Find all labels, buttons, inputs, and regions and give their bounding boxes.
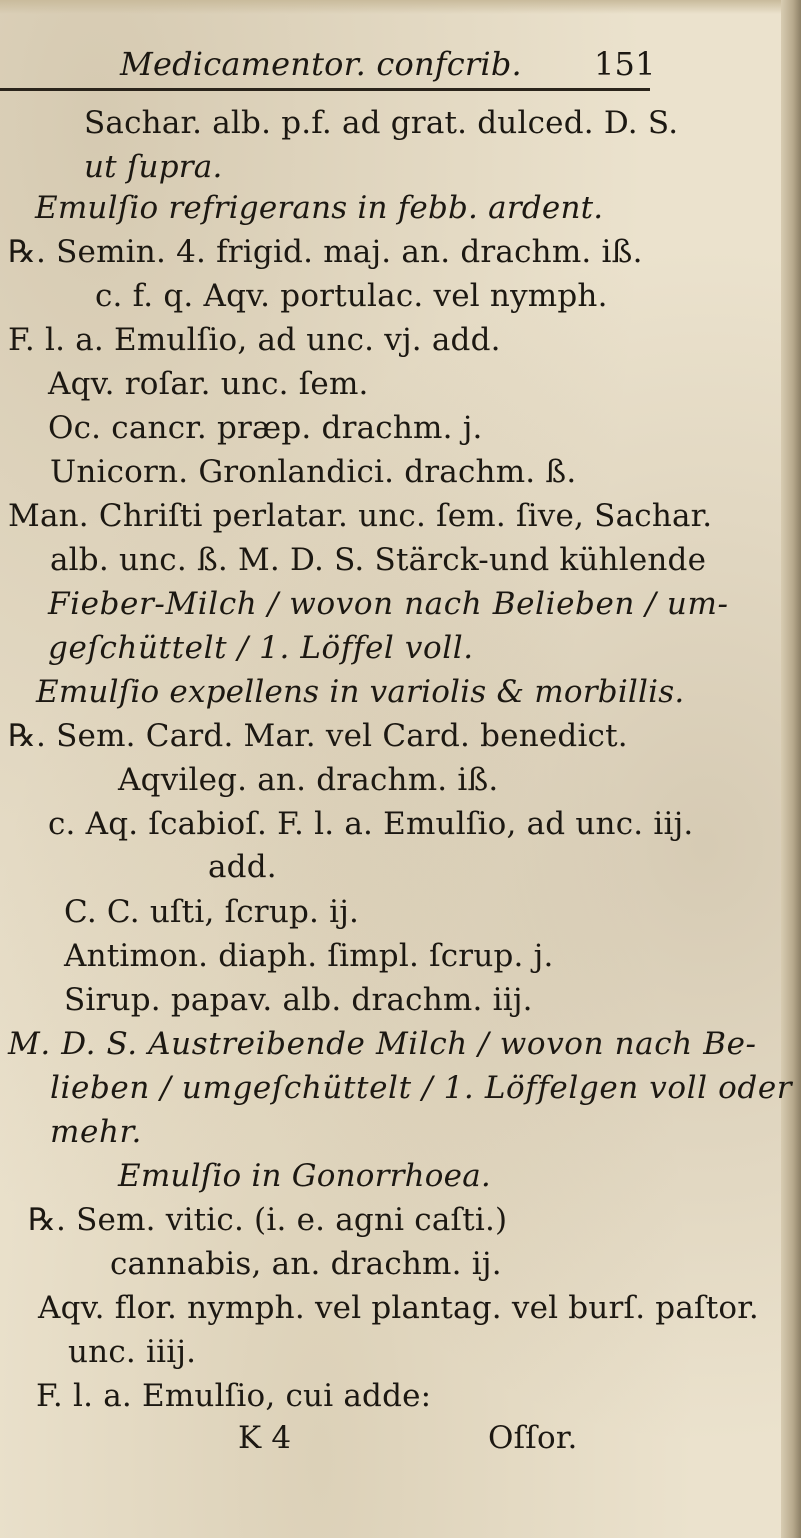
recipe-heading-3: Emulſio in Gonorrhoea. <box>118 1158 491 1194</box>
text-line-2: ut ſupra. <box>84 149 223 185</box>
text-line-19: C. C. uſti, ſcrup. ij. <box>64 894 360 930</box>
text-line-16: Aqvileg. an. drachm. iß. <box>118 762 499 798</box>
recipe-heading-1: Emulſio refrigerans in febb. ardent. <box>35 190 604 226</box>
text-line-10: Man. Chriſti perlatar. unc. ſem. ſive, Sachar. <box>8 498 713 534</box>
text-line-4: ℞. Semin. 4. frigid. maj. an. drachm. iß. <box>8 234 643 270</box>
text-line-28: Aqv. flor. nymph. vel plantag. vel burſ. paſtor. <box>38 1290 759 1326</box>
text-line-20: Antimon. diaph. ſimpl. ſcrup. j. <box>64 938 554 974</box>
running-title: Medicamentor. confcrib. <box>120 45 522 83</box>
text-line-22: M. D. S. Austreibende Milch / wovon nach Be- <box>8 1026 757 1062</box>
text-line-11: alb. unc. ß. M. D. S. Stärck-und kühlende <box>50 542 707 578</box>
text-line-18: add. <box>208 849 277 885</box>
text-line-26: ℞. Sem. vitic. (i. e. agni caſti.) <box>28 1202 508 1238</box>
text-line-15: ℞. Sem. Card. Mar. vel Card. benedict. <box>8 718 628 754</box>
text-line-8: Oc. cancr. præp. drachm. j. <box>48 410 483 446</box>
catchword: Oſſor. <box>488 1420 578 1456</box>
text-line-7: Aqv. roſar. unc. ſem. <box>48 366 369 402</box>
recipe-heading-2: Emulſio expellens in variolis & morbillis. <box>36 674 685 710</box>
text-line-17: c. Aq. ſcabioſ. F. l. a. Emulſio, ad unc. iij. <box>48 806 694 842</box>
text-line-23: lieben / umgeſchüttelt / 1. Löffelgen voll oder <box>50 1070 793 1106</box>
text-line-9: Unicorn. Gronlandici. drachm. ß. <box>50 454 577 490</box>
signature-mark: K 4 <box>238 1420 292 1456</box>
text-line-30: F. l. a. Emulſio, cui adde: <box>36 1378 432 1414</box>
text-line-6: F. l. a. Emulſio, ad unc. vj. add. <box>8 322 501 358</box>
page-number: 151 <box>594 45 656 83</box>
text-line-1: Sachar. alb. p.f. ad grat. dulced. D. S. <box>84 105 679 141</box>
text-line-13: geſchüttelt / 1. Löffel voll. <box>48 630 474 666</box>
text-line-29: unc. iiij. <box>68 1334 197 1370</box>
text-line-12: Fieber-Milch / wovon nach Belieben / um- <box>48 586 729 622</box>
header-rule <box>0 88 650 91</box>
text-line-24: mehr. <box>50 1114 142 1150</box>
text-line-21: Sirup. papav. alb. drachm. iij. <box>64 982 533 1018</box>
page-top-edge <box>0 0 801 14</box>
text-line-5: c. f. q. Aqv. portulac. vel nymph. <box>95 278 608 314</box>
text-line-27: cannabis, an. drachm. ij. <box>110 1246 502 1282</box>
page-right-edge <box>781 0 801 1538</box>
